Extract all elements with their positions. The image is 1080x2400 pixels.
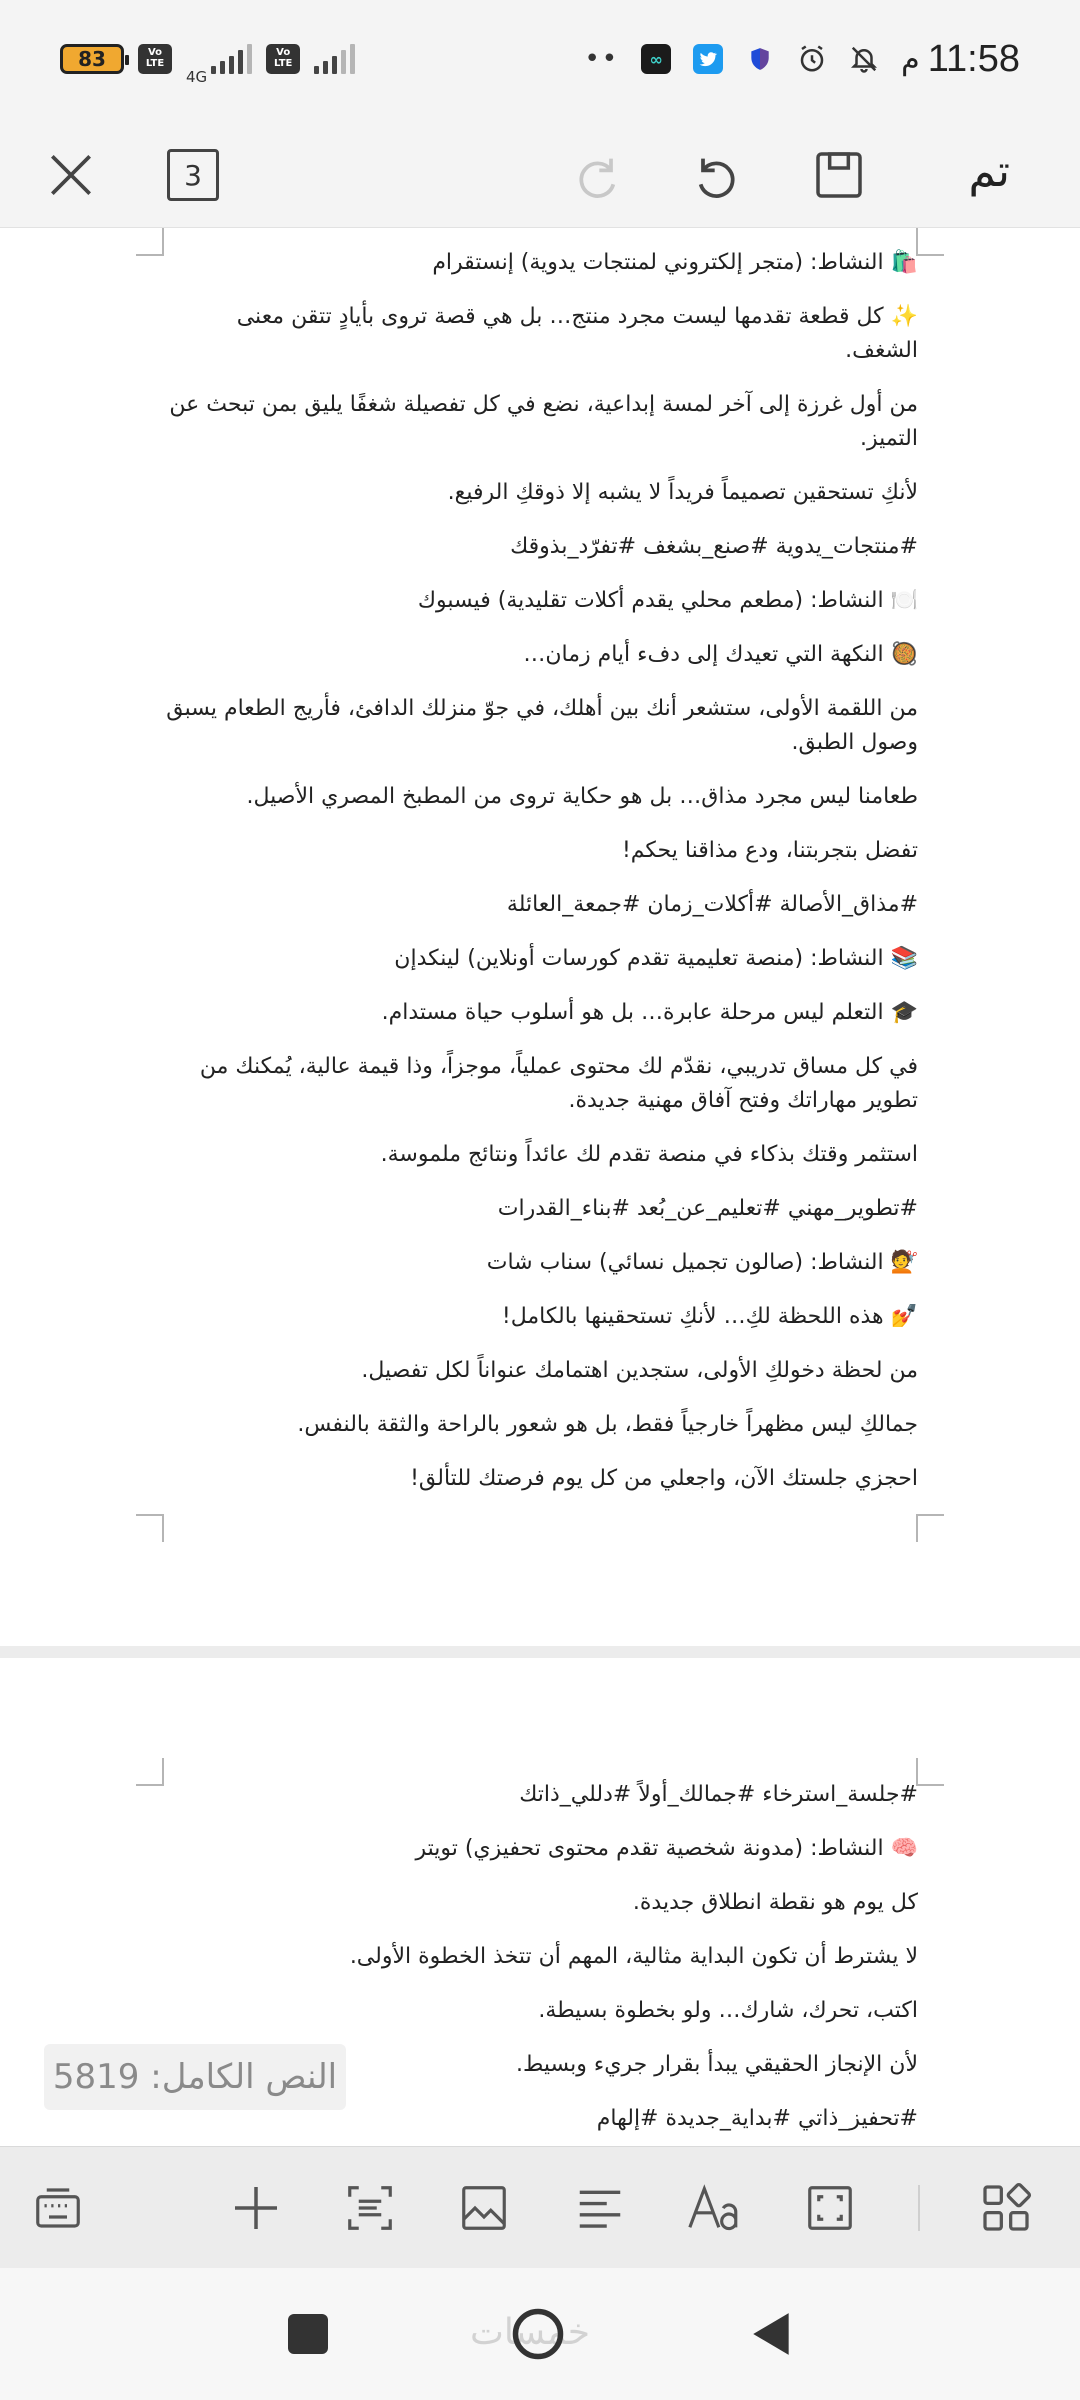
document-paragraph[interactable]: لأن الإنجاز الحقيقي يبدأ بقرار جريء وبسيط.	[516, 2052, 918, 2077]
document-paragraph[interactable]: 🥘 النكهة التي تعيدك إلى دفء أيام زمان…	[523, 642, 918, 667]
system-nav-bar	[0, 2268, 1080, 2400]
redo-button[interactable]	[566, 144, 628, 206]
more-tools-button[interactable]	[974, 2176, 1038, 2240]
word-count-value: 5819	[52, 2057, 140, 2097]
tabs-button[interactable]	[162, 144, 224, 206]
word-count-label: النص الكامل:	[150, 2057, 338, 2097]
tab-count: 3	[184, 158, 202, 192]
document-paragraph[interactable]: #تحفيز_ذاتي #بداية_جديدة #إلهام	[596, 2106, 918, 2131]
page-separator	[0, 1646, 1080, 1658]
volte-badge-2: Vo LTE	[266, 44, 300, 74]
grid-icon	[978, 2180, 1034, 2236]
document-paragraph[interactable]: 🧠 النشاط: (مدونة شخصية تقدم محتوى تحفيزي) تويتر	[415, 1836, 918, 1861]
page-corner-mark	[136, 1514, 164, 1542]
undo-icon	[689, 147, 745, 203]
save-button[interactable]	[808, 144, 870, 206]
add-icon	[228, 2180, 284, 2236]
document-paragraph[interactable]: 💇 النشاط: (صالون تجميل نسائي) سناب شات	[486, 1250, 918, 1275]
status-bar	[0, 0, 1080, 118]
page-corner-mark	[916, 1514, 944, 1542]
fullscreen-button[interactable]	[798, 2176, 862, 2240]
close-icon	[43, 147, 99, 203]
fullscreen-icon	[803, 2181, 857, 2235]
scan-text-button[interactable]	[338, 2176, 402, 2240]
insert-image-button[interactable]	[452, 2176, 516, 2240]
home-button[interactable]	[508, 2304, 568, 2364]
page-corner-mark	[916, 1758, 944, 1786]
battery-level: 83	[78, 47, 106, 71]
document-paragraph[interactable]: من لحظة دخولكِ الأولى، ستجدين اهتمامك عنواناً لكل تفصيل.	[361, 1358, 918, 1383]
recents-button[interactable]	[278, 2304, 338, 2364]
clock-period: م	[901, 42, 920, 76]
page-corner-mark	[916, 228, 944, 256]
document-paragraph[interactable]: #جلسة_استرخاء #جمالك_أولاً #دللي_ذاتك	[519, 1782, 918, 1807]
redo-icon	[569, 147, 625, 203]
done-button[interactable]: تم	[968, 146, 1010, 197]
document-paragraph[interactable]: ✨ كل قطعة تقدمها ليست مجرد منتج… بل هي قصة تروى بأيادٍ تتقن معنى الشغف.	[236, 304, 918, 363]
twitter-icon	[693, 44, 723, 74]
toolbar-divider	[918, 2185, 920, 2231]
back-button[interactable]	[742, 2304, 802, 2364]
tab-count-box	[167, 149, 219, 201]
document-paragraph[interactable]: لأنكِ تستحقين تصميماً فريداً لا يشبه إلا ذوقكِ الرفيع.	[447, 480, 918, 505]
format-toolbar	[0, 2146, 1080, 2268]
document-page-1[interactable]	[0, 228, 1080, 1646]
insert-button[interactable]	[224, 2176, 288, 2240]
paragraph-align-button[interactable]	[568, 2176, 632, 2240]
font-icon	[685, 2179, 743, 2237]
font-button[interactable]	[682, 2176, 746, 2240]
document-paragraph[interactable]: #تطوير_مهني #تعليم_عن_بُعد #بناء_القدرات	[497, 1196, 918, 1221]
document-paragraph[interactable]: في كل مساق تدريبي، نقدّم لك محتوى عملياً، موجزاً، وذا قيمة عالية، يُمكنك من تطوير مهاراتك وفتح آفاق مهنية جديدة.	[199, 1054, 918, 1113]
editor-toolbar	[0, 118, 1080, 228]
document-paragraph[interactable]: طعامنا ليس مجرد مذاق… بل هو حكاية تروى من المطبخ المصري الأصيل.	[246, 784, 918, 809]
network-type: 4G	[186, 68, 208, 86]
document-paragraph[interactable]: استثمر وقتك بذكاء في منصة تقدم لك عائداً ونتائج ملموسة.	[380, 1142, 918, 1167]
document-paragraph[interactable]: 📚 النشاط: (منصة تعليمية تقدم كورسات أونلاين) لينكدإن	[394, 946, 918, 971]
align-icon	[573, 2181, 627, 2235]
close-button[interactable]	[40, 144, 102, 206]
document-paragraph[interactable]: تفضل بتجربتنا، ودع مذاقنا يحكم!	[621, 838, 918, 863]
document-paragraph[interactable]: لا يشترط أن تكون البداية مثالية، المهم أن تتخذ الخطوة الأولى.	[349, 1944, 918, 1969]
signal-strength-icon-2	[314, 44, 355, 74]
back-triangle-icon	[747, 2307, 797, 2361]
infinity-app-icon: ∞	[641, 44, 671, 74]
document-paragraph[interactable]: اكتب، تحرك، شارك… ولو بخطوة بسيطة.	[538, 1998, 918, 2023]
word-count-badge	[44, 2044, 346, 2110]
document-paragraph[interactable]: 🛍️ النشاط: (متجر إلكتروني لمنتجات يدوية) إنستقرام	[432, 250, 918, 275]
document-paragraph[interactable]: جمالكِ ليس مظهراً خارجياً فقط، بل هو شعور بالراحة والثقة بالنفس.	[297, 1412, 918, 1437]
keyboard-button[interactable]	[26, 2176, 90, 2240]
document-canvas[interactable]	[0, 228, 1080, 2146]
keyboard-icon	[31, 2181, 85, 2235]
save-icon	[811, 147, 867, 203]
document-paragraph[interactable]: من اللقمة الأولى، ستشعر أنك بين أهلك، في جوّ منزلك الدافئ، فأريج الطعام يسبق وصول الطبق.	[166, 696, 918, 755]
document-paragraph[interactable]: 🍽️ النشاط: (مطعم محلي يقدم أكلات تقليدية) فيسبوك	[417, 588, 918, 613]
document-paragraph[interactable]: 🎓 التعلم ليس مرحلة عابرة… بل هو أسلوب حياة مستدام.	[381, 1000, 918, 1025]
square-icon	[288, 2314, 328, 2354]
scan-text-icon	[343, 2181, 397, 2235]
document-paragraph[interactable]: #منتجات_يدوية #صنع_بشغف #تفرّد_بذوقك	[510, 534, 918, 559]
document-paragraph[interactable]: #مذاق_الأصالة #أكلات_زمان #جمعة_العائلة	[506, 892, 918, 917]
document-paragraph[interactable]: كل يوم هو نقطة انطلاق جديدة.	[632, 1890, 918, 1915]
clock-time: 11:58	[927, 37, 1020, 80]
watermark-text: خمسات	[470, 2312, 591, 2353]
undo-button[interactable]	[686, 144, 748, 206]
more-notifications-dots: ••	[584, 44, 620, 74]
alarm-icon	[797, 44, 827, 74]
muted-bell-icon	[849, 44, 879, 74]
home-circle-icon	[508, 2304, 568, 2364]
volte-badge: Vo LTE	[138, 44, 172, 74]
signal-strength-icon	[211, 44, 252, 74]
document-paragraph[interactable]: من أول غرزة إلى آخر لمسة إبداعية، نضع في كل تفصيلة شغفًا يليق بمن تبحث عن التميز.	[169, 392, 918, 451]
page-1-text[interactable]	[158, 246, 918, 1516]
document-paragraph[interactable]: 💅 هذه اللحظة لكِ… لأنكِ تستحقينها بالكامل!	[501, 1304, 918, 1329]
shield-icon	[745, 44, 775, 74]
image-icon	[457, 2181, 511, 2235]
document-paragraph[interactable]: احجزي جلستك الآن، واجعلي من كل يوم فرصتك للتألق!	[410, 1466, 918, 1491]
battery-indicator	[60, 44, 124, 74]
